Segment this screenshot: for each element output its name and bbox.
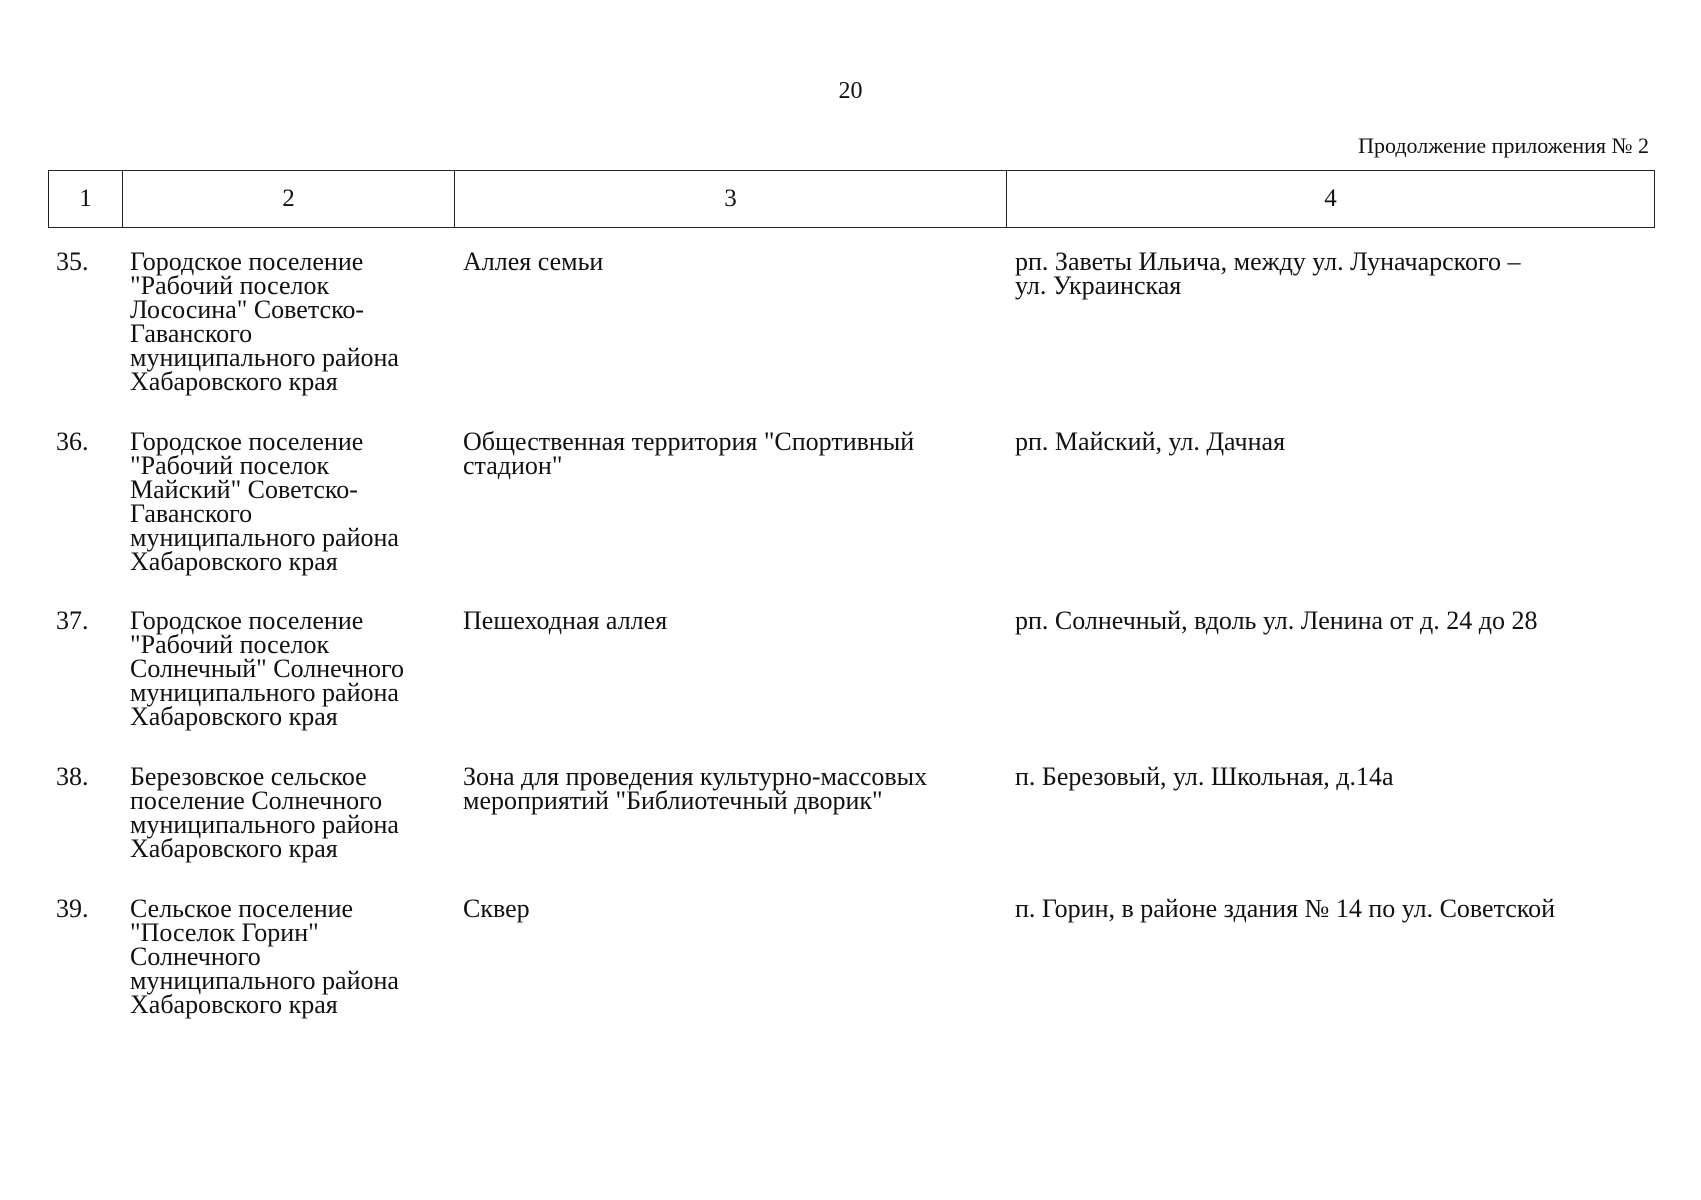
territory-address: [1015, 762, 1655, 791]
settlement-line: Лососина" Советско-: [130, 295, 365, 324]
column-header-row: [49, 171, 1655, 228]
row-number: 38.: [56, 762, 89, 791]
row-number: 35.: [56, 247, 89, 276]
territory-line: Пешеходная аллея: [463, 606, 668, 635]
settlement-line: Майский" Советско-: [130, 475, 358, 504]
territory-line: Общественная территория "Спортивный: [463, 427, 915, 456]
settlement-line: муниципального района: [130, 810, 399, 839]
settlement-name: [130, 247, 450, 396]
address-line: ул. Украинская: [1015, 271, 1182, 300]
settlement-line: Гаванского: [130, 319, 253, 348]
settlement-name: [130, 606, 450, 731]
settlement-line: поселение Солнечного: [130, 786, 383, 815]
settlement-line: Хабаровского края: [130, 547, 338, 576]
settlement-line: Городское поселение: [130, 606, 364, 635]
column-header-4: 4: [1007, 171, 1655, 228]
settlement-line: Городское поселение: [130, 427, 364, 456]
settlement-line: муниципального района: [130, 966, 399, 995]
settlement-line: муниципального района: [130, 523, 399, 552]
territory-line: стадион": [463, 451, 563, 480]
settlement-line: Хабаровского края: [130, 367, 338, 396]
settlement-name: [130, 762, 450, 863]
settlement-line: "Рабочий поселок: [130, 630, 330, 659]
territory-address: [1015, 247, 1655, 300]
column-header-1: 1: [49, 171, 123, 228]
settlement-line: "Рабочий поселок: [130, 271, 330, 300]
territory-name: [463, 894, 1003, 923]
address-line: п. Березовый, ул. Школьная, д.14а: [1015, 762, 1394, 791]
territory-line: Зона для проведения культурно-массовых: [463, 762, 928, 791]
settlement-line: Гаванского: [130, 499, 253, 528]
settlement-line: Сельское поселение: [130, 894, 354, 923]
address-line: рп. Солнечный, вдоль ул. Ленина от д. 24 до 28: [1015, 606, 1538, 635]
territory-line: Аллея семьи: [463, 247, 604, 276]
address-line: рп. Майский, ул. Дачная: [1015, 427, 1286, 456]
address-line: рп. Заветы Ильича, между ул. Луначарского –: [1015, 247, 1521, 276]
territory-line: Сквер: [463, 894, 530, 923]
page-number: 20: [838, 78, 863, 104]
territory-name: [463, 247, 1003, 276]
column-header-2: 2: [123, 171, 455, 228]
territory-line: мероприятий "Библиотечный дворик": [463, 786, 883, 815]
row-number: 36.: [56, 427, 89, 456]
settlement-line: Солнечного: [130, 942, 261, 971]
row-number: 37.: [56, 606, 89, 635]
settlement-line: Березовское сельское: [130, 762, 367, 791]
column-header-3: 3: [455, 171, 1007, 228]
settlement-line: "Поселок Горин": [130, 918, 319, 947]
column-header-table: [48, 170, 1655, 228]
territory-address: [1015, 894, 1655, 923]
settlement-line: муниципального района: [130, 678, 399, 707]
settlement-line: Городское поселение: [130, 247, 364, 276]
territory-name: [463, 762, 1003, 815]
territory-name: [463, 427, 1003, 480]
row-number: 39.: [56, 894, 89, 923]
settlement-line: Хабаровского края: [130, 834, 338, 863]
address-line: п. Горин, в районе здания № 14 по ул. Советской: [1015, 894, 1556, 923]
territory-address: [1015, 606, 1655, 635]
settlement-line: Хабаровского края: [130, 990, 338, 1019]
settlement-line: "Рабочий поселок: [130, 451, 330, 480]
settlement-name: [130, 894, 450, 1019]
settlement-line: Хабаровского края: [130, 702, 338, 731]
settlement-line: муниципального района: [130, 343, 399, 372]
territory-address: [1015, 427, 1655, 456]
continuation-note: Продолжение приложения № 2: [1358, 133, 1649, 158]
territory-name: [463, 606, 1003, 635]
settlement-name: [130, 427, 450, 576]
settlement-line: Солнечный" Солнечного: [130, 654, 405, 683]
